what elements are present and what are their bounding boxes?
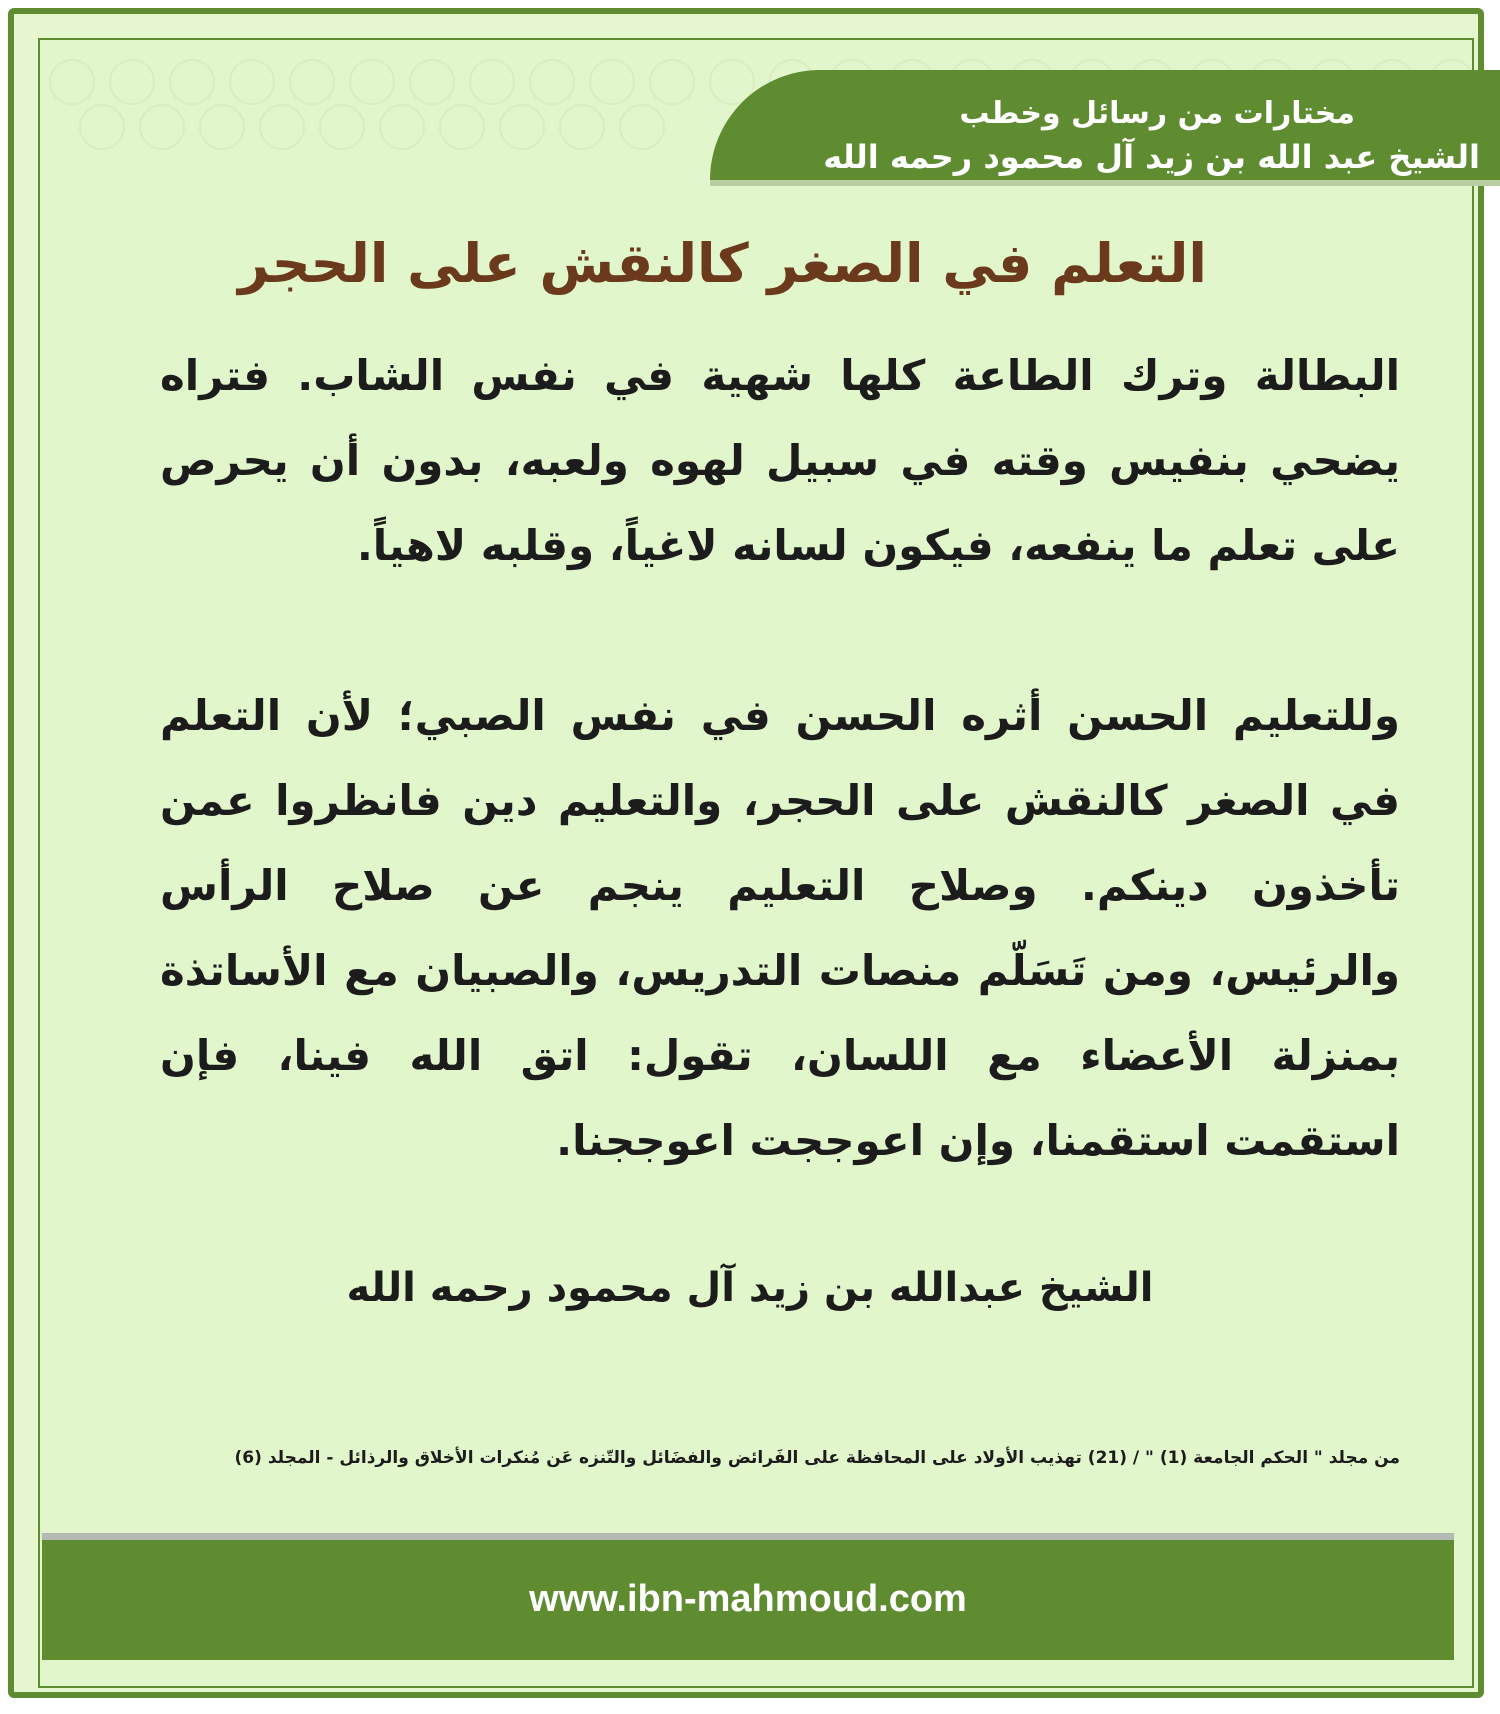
footer-band <box>42 1540 1454 1660</box>
website-link[interactable]: www.ibn-mahmoud.com <box>529 1578 967 1620</box>
paragraph-2: وللتعليم الحسن أثره الحسن في نفس الصبي؛ لأن التعلم في الصغر كالنقش على الحجر، والتعليم دين فانظروا عمن تأخذون دينكم. وصلاح التعليم ينجم عن صلاح الرأس والرئيس، ومن تَسَلّم منصات التدريس، والصبيان مع الأساتذة بمنزلة الأعضاء مع اللسان، تقول: اتق الله فينا، فإن استقمت استقمنا، وإن اعوججت اعوججنا. <box>160 691 1400 1165</box>
page-title: التعلم في الصغر كالنقش على الحجر <box>238 232 1207 295</box>
signature: الشيخ عبدالله بن زيد آل محمود رحمه الله <box>346 1265 1154 1311</box>
header-series-title: مختارات من رسائل وخطب <box>959 96 1355 131</box>
source-citation: من مجلد " الحكم الجامعة (1) " / (21) تهذيب الأولاد على المحافظة على الفَرائض والفضَائل والتّنزه عَن مُنكرات الأخلاق والرذائل - المجلد (6) <box>234 1448 1400 1468</box>
article-body <box>160 333 1400 1183</box>
paragraph-1: البطالة وترك الطاعة كلها شهية في نفس الشاب. فتراه يضحي بنفيس وقته في سبيل لهوه ولعبه، بدون أن يحرص على تعلم ما ينفعه، فيكون لسانه لاغياً، وقلبه لاهياً. <box>160 351 1400 570</box>
header-author: الشيخ عبد الله بن زيد آل محمود رحمه الله <box>823 138 1480 176</box>
